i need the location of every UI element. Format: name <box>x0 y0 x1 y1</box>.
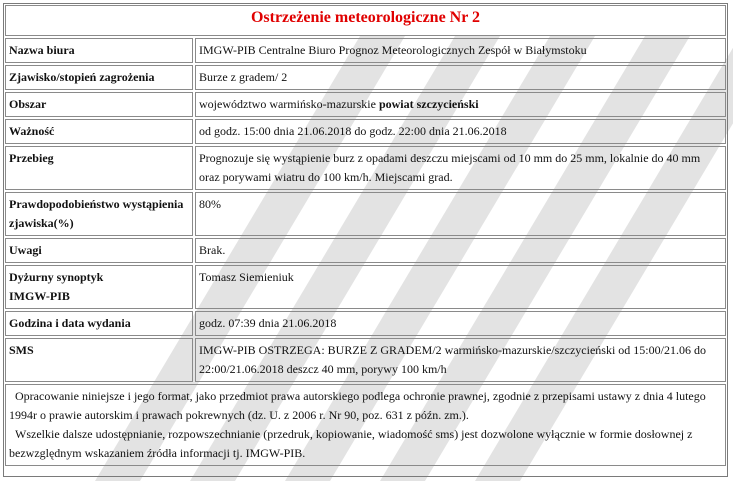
value-issued: godz. 07:39 dnia 21.06.2018 <box>195 311 726 336</box>
value-area <box>195 92 726 117</box>
row-forecaster <box>5 265 726 309</box>
label-office: Nazwa biura <box>5 38 193 63</box>
row-validity <box>5 119 726 144</box>
value-course: Prognozuje się wystąpienie burz z opadami deszczu miejscami od 10 mm do 25 mm, lokalnie do 40 mm oraz porywami wiatru do 100 km/h. Miejscami grad. <box>195 146 726 190</box>
value-sms: IMGW-PIB OSTRZEGA: BURZE Z GRADEM/2 warmińsko-mazurskie/szczycieński od 15:00/21.06 do 22:00/21.06.2018 deszcz 40 mm, porywy 100 km/h <box>195 338 726 382</box>
label-validity: Ważność <box>5 119 193 144</box>
label-area: Obszar <box>5 92 193 117</box>
page-title: Ostrzeżenie meteorologiczne Nr 2 <box>5 5 726 36</box>
value-office: IMGW-PIB Centralne Biuro Prognoz Meteorologicznych Zespół w Białymstoku <box>195 38 726 63</box>
area-county: powiat szczycieński <box>378 97 479 111</box>
label-forecaster-line1: Dyżurny synoptyk <box>9 270 104 284</box>
area-voivodeship: województwo warmińsko-mazurskie <box>199 97 376 111</box>
value-forecaster: Tomasz Siemieniuk <box>195 265 726 309</box>
value-phenomenon: Burze z gradem/ 2 <box>195 65 726 90</box>
label-probability: Prawdopodobieństwo wystąpienia zjawiska(%) <box>5 192 193 236</box>
value-validity: od godz. 15:00 dnia 21.06.2018 do godz. 22:00 dnia 21.06.2018 <box>195 119 726 144</box>
copyright-notice <box>5 384 726 466</box>
warning-table <box>3 3 728 468</box>
row-probability <box>5 192 726 236</box>
row-area <box>5 92 726 117</box>
label-phenomenon: Zjawisko/stopień zagrożenia <box>5 65 193 90</box>
label-remarks: Uwagi <box>5 238 193 263</box>
value-probability: 80% <box>195 192 726 236</box>
label-sms: SMS <box>5 338 193 382</box>
row-office <box>5 38 726 63</box>
value-remarks: Brak. <box>195 238 726 263</box>
label-forecaster-line2: IMGW-PIB <box>9 289 70 303</box>
row-footer <box>5 384 726 466</box>
label-issued: Godzina i data wydania <box>5 311 193 336</box>
row-remarks <box>5 238 726 263</box>
row-phenomenon <box>5 65 726 90</box>
copyright-para2: Wszelkie dalsze udostępnianie, rozpowszechnianie (przedruk, kopiowanie, wiadomość sms) jest dozwolone wyłącznie w formie dosłownej z bezwzględnym wskazaniem źródła informacji tj. IMGW-PIB. <box>9 427 693 460</box>
copyright-para1: Opracowanie niniejsze i jego format, jako przedmiot prawa autorskiego podlega ochronie prawnej, zgodnie z przepisami ustawy z dnia 4 lutego 1994r o prawie autorskim i prawach pokrewnych (dz. U. z 2006 r. Nr 90, poz. 631 z późn. zm.). <box>9 389 706 422</box>
row-course <box>5 146 726 190</box>
label-forecaster <box>5 265 193 309</box>
row-sms <box>5 338 726 382</box>
label-course: Przebieg <box>5 146 193 190</box>
row-issued <box>5 311 726 336</box>
